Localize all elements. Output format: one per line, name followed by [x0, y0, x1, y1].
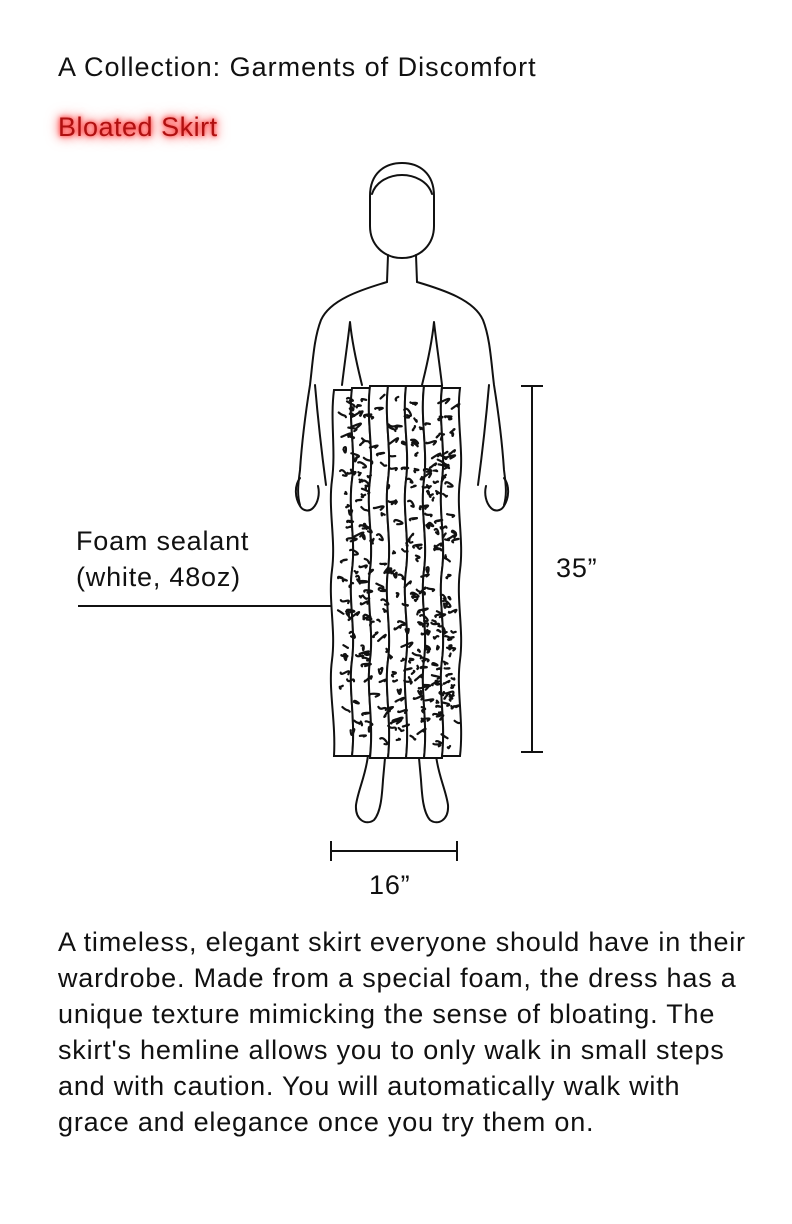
- width-dimension: [331, 841, 457, 861]
- foam-mark: [444, 603, 447, 608]
- foam-mark: [345, 492, 347, 494]
- foam-mark: [351, 729, 355, 735]
- foam-mark: [434, 482, 438, 483]
- figure-right-forearm: [478, 385, 489, 485]
- foam-mark: [421, 477, 422, 480]
- foam-mark: [434, 470, 437, 471]
- foam-mark: [448, 597, 450, 599]
- foam-mark: [347, 526, 352, 527]
- foam-mark: [393, 551, 395, 553]
- foam-mark: [437, 701, 439, 703]
- foam-mark: [370, 541, 373, 544]
- foam-mark: [397, 593, 399, 597]
- foam-mark: [360, 735, 366, 736]
- foam-mark: [427, 491, 429, 494]
- collection-title: A Collection: Garments of Discomfort: [58, 52, 537, 82]
- foam-mark: [434, 548, 440, 550]
- foam-mark: [418, 650, 420, 652]
- foam-mark: [360, 480, 362, 483]
- foam-mark: [344, 654, 347, 660]
- figure-left-leg: [356, 755, 385, 822]
- foam-mark: [393, 680, 397, 681]
- foam-mark: [425, 423, 430, 424]
- foam-mark: [415, 599, 418, 601]
- foam-mark: [423, 486, 430, 488]
- figure-right-leg: [419, 755, 448, 822]
- foam-mark: [403, 604, 408, 606]
- foam-mark: [406, 629, 409, 633]
- material-label-line-2: (white, 48oz): [76, 562, 241, 592]
- foam-mark: [347, 610, 355, 612]
- figure-right-inner-arm: [422, 322, 442, 385]
- foam-mark: [452, 531, 456, 534]
- foam-mark: [411, 486, 415, 488]
- foam-mark: [382, 513, 385, 515]
- foam-mark: [436, 491, 439, 494]
- foam-mark: [356, 500, 361, 501]
- foam-mark: [388, 485, 390, 489]
- foam-mark: [397, 739, 400, 740]
- foam-mark: [417, 666, 418, 669]
- foam-mark: [439, 692, 443, 695]
- foam-mark: [452, 433, 453, 436]
- foam-mark: [448, 746, 450, 748]
- height-dimension: [521, 386, 543, 752]
- foam-mark: [402, 468, 409, 469]
- foam-mark: [406, 543, 407, 546]
- foam-mark: [358, 472, 360, 475]
- foam-mark: [343, 447, 346, 452]
- foam-mark: [433, 498, 434, 501]
- foam-mark: [421, 667, 427, 668]
- foam-mark: [452, 678, 455, 679]
- foam-mark: [415, 453, 417, 456]
- foam-mark: [347, 521, 353, 522]
- garment-description: A timeless, elegant skirt everyone should have in their wardrobe. Made from a special foam, the dress has a unique texture mimicking the sense of bloating. The skirt's hemline allows you to only walk in small steps and with caution. You will automatically walk with grace and elegance once you try them on.: [58, 927, 746, 1137]
- foam-mark: [418, 548, 421, 549]
- foam-mark: [451, 685, 454, 688]
- foam-mark: [354, 701, 359, 704]
- figure-hairline: [372, 175, 432, 194]
- foam-mark: [437, 668, 441, 669]
- foam-mark: [343, 579, 347, 581]
- foam-mark: [347, 679, 354, 681]
- material-label-line-1: Foam sealant: [76, 526, 250, 556]
- foam-mark: [451, 706, 454, 708]
- figure-left-inner-arm: [342, 322, 362, 385]
- foam-mark: [398, 689, 401, 694]
- figure-head: [370, 163, 434, 258]
- foam-mark: [443, 632, 447, 634]
- foam-mark: [386, 649, 389, 652]
- foam-mark: [380, 564, 386, 565]
- foam-mark: [356, 655, 363, 658]
- foam-mark: [402, 442, 406, 445]
- foam-mark: [369, 727, 371, 732]
- foam-mark: [359, 581, 367, 583]
- foam-mark: [449, 645, 451, 649]
- skirt-column: [331, 390, 353, 756]
- foam-mark: [432, 663, 437, 665]
- height-label: 35”: [556, 553, 598, 583]
- garment-name: Bloated Skirt: [58, 112, 218, 142]
- foam-mark: [349, 617, 350, 620]
- foam-mark: [338, 577, 343, 578]
- foam-mark: [450, 654, 451, 657]
- foam-mark: [426, 567, 428, 572]
- foam-mark: [394, 573, 397, 578]
- foam-mark: [421, 720, 424, 721]
- foam-mark: [445, 555, 446, 558]
- material-label: [76, 523, 249, 595]
- foam-mark: [362, 535, 365, 539]
- figure-neck: [387, 255, 417, 282]
- figure-left-forearm: [315, 385, 326, 485]
- foam-mark: [425, 630, 428, 634]
- foam-mark: [349, 510, 352, 514]
- foam-mark: [436, 706, 441, 707]
- foam-mark: [361, 664, 370, 667]
- width-label: 16”: [369, 870, 411, 900]
- foam-mark: [418, 691, 421, 695]
- foam-mark: [437, 646, 439, 650]
- foam-mark: [420, 427, 423, 429]
- foam-mark: [447, 465, 448, 468]
